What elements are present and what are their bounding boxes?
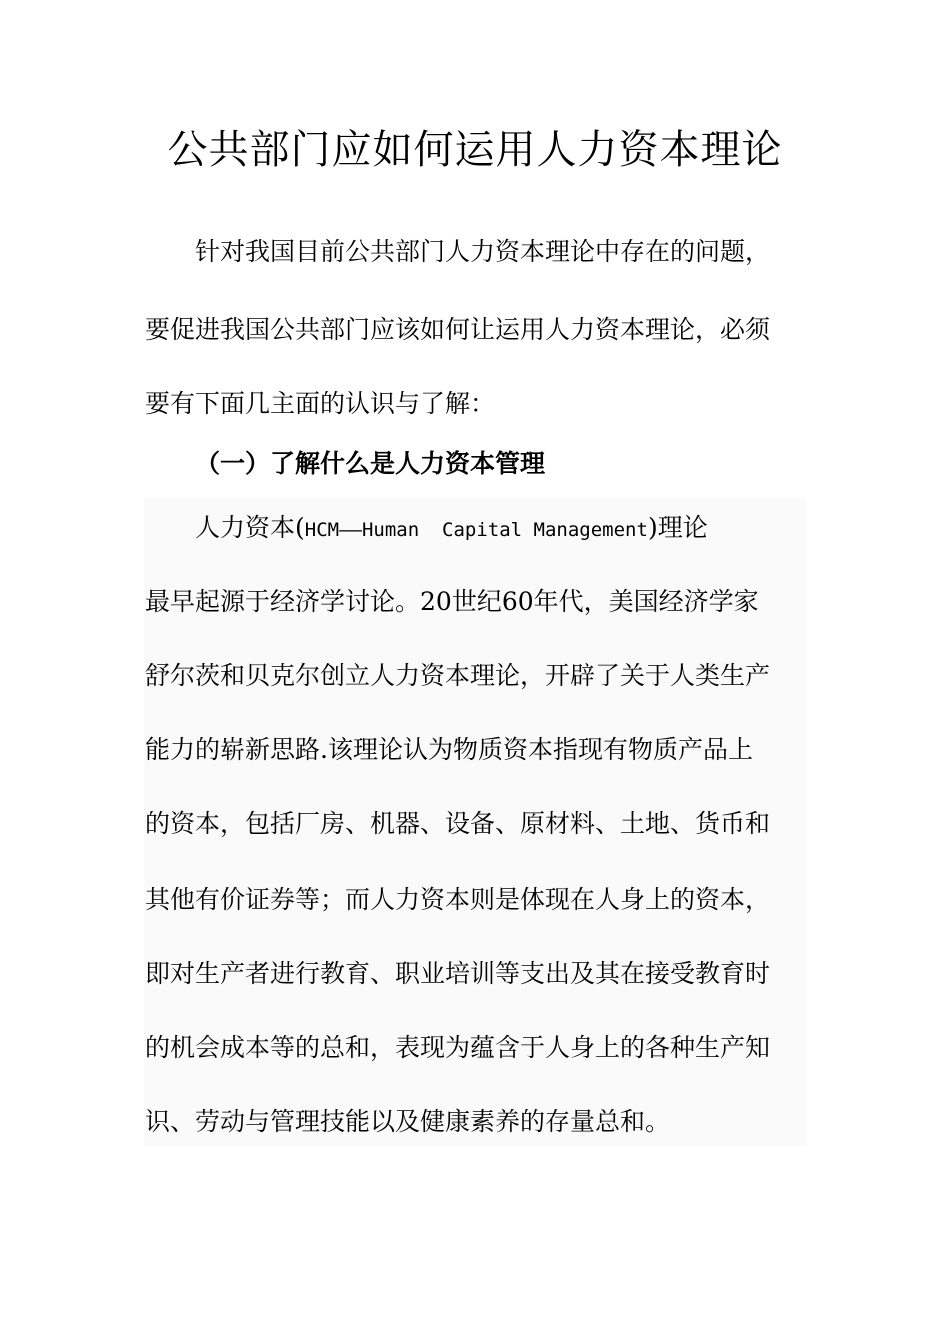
intro-line-1: 针对我国目前公共部门人力资本理论中存在的问题， — [195, 237, 771, 266]
body-line-4: 能力的崭新思路.该理论认为物质资本指现有物质产品上 — [145, 735, 753, 764]
body-line-9: 识、劳动与管理技能以及健康素养的存量总和。 — [145, 1107, 671, 1136]
body-line-1-prefix: 人力资本( — [195, 513, 305, 542]
body-line-3: 舒尔茨和贝克尔创立人力资本理论，开辟了关于人类生产 — [145, 661, 771, 690]
body-line-8: 的机会成本等的总和，表现为蕴含于人身上的各种生产知 — [145, 1033, 771, 1062]
body-line-1 — [195, 508, 815, 550]
body-line-1-suffix: )理论 — [647, 513, 708, 542]
section-heading: （一）了解什么是人力资本管理 — [195, 449, 546, 478]
body-line-1-latin: HCM——Human Capital Management — [304, 519, 648, 541]
body-line-5: 的资本，包括厂房、机器、设备、原材料、土地、货币和 — [145, 809, 771, 838]
document-title: 公共部门应如何运用人力资本理论 — [167, 127, 783, 173]
body-line-2: 最早起源于经济学讨论。20世纪60年代，美国经济学家 — [145, 587, 759, 616]
body-line-7: 即对生产者进行教育、职业培训等支出及其在接受教育时 — [145, 959, 771, 988]
intro-line-2: 要促进我国公共部门应该如何让运用人力资本理论，必须 — [145, 315, 771, 344]
body-line-6: 其他有价证券等；而人力资本则是体现在人身上的资本， — [145, 885, 771, 914]
intro-line-3: 要有下面几主面的认识与了解： — [145, 389, 496, 418]
